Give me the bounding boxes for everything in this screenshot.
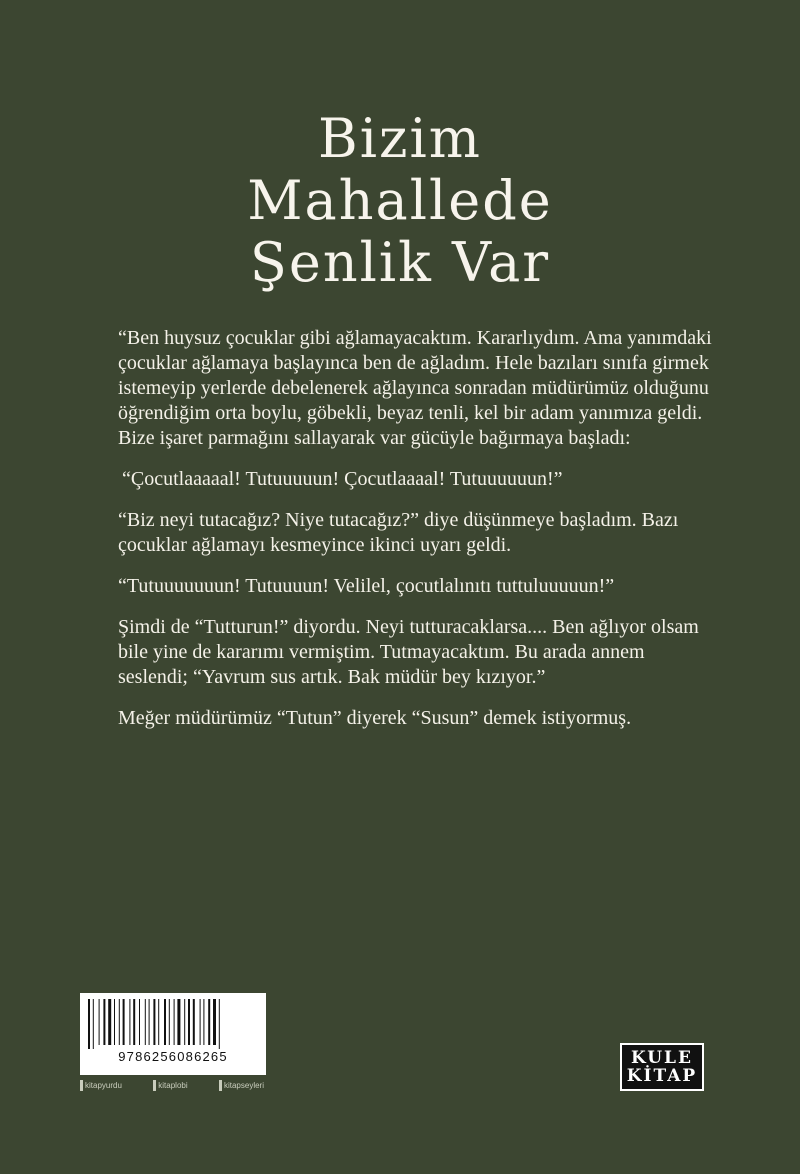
paragraph-3: “Biz neyi tutacağız? Niye tutacağız?” diye düşünmeye başladım. Bazı çocuklar ağlamayı kesmeyince ikinci uyarı geldi. bbox=[118, 509, 679, 556]
barcode-bar bbox=[139, 999, 140, 1045]
barcode-bar bbox=[108, 999, 111, 1045]
seller-logo-2: kitaplobi bbox=[153, 1080, 189, 1091]
publisher-logo-line-2: KİTAP bbox=[626, 1066, 698, 1086]
publisher-logo bbox=[620, 1043, 704, 1091]
paragraph-4: “Tutuuuuuuun! Tutuuuun! Velilel, çocutlalınıtı tuttuluuuuun!” bbox=[118, 575, 615, 597]
paragraph-1: “Ben huysuz çocuklar gibi ağlamayacaktım. Kararlıydım. Ama yanımdaki çocuklar ağlamaya başlayınca ben de ağladım. Hele bazıları sınıfa girmek istemeyip yerlerde debelenerek ağlayınca sonradan müdürümüz olduğunu öğrendiğim orta boylu, göbekli, beyaz tenli, kel bir adam yanımıza geldi. Bize işaret parmağını sallayarak var gücüyle bağırmaya başladı: bbox=[118, 327, 712, 449]
barcode-bar bbox=[184, 999, 185, 1045]
barcode-bar bbox=[149, 999, 150, 1045]
barcode-bar bbox=[145, 999, 146, 1045]
barcode-bar bbox=[153, 999, 155, 1045]
barcode-bar bbox=[93, 999, 94, 1049]
barcode-bar bbox=[88, 999, 90, 1049]
book-title bbox=[0, 108, 800, 294]
barcode-bar bbox=[123, 999, 125, 1045]
barcode-bar bbox=[174, 999, 175, 1045]
barcode-bar bbox=[193, 999, 195, 1045]
seller-logo-1: kitapyurdu bbox=[80, 1080, 124, 1091]
publisher-logo-line-1: KULE bbox=[631, 1048, 693, 1068]
barcode-bar bbox=[200, 999, 201, 1045]
seller-logos bbox=[80, 1080, 266, 1091]
barcode-bar bbox=[133, 999, 135, 1045]
barcode-bar bbox=[177, 999, 180, 1045]
title-line-2: Mahallede bbox=[247, 169, 553, 232]
paragraph-5: Şimdi de “Tutturun!” diyordu. Neyi tutturacaklarsa.... Ben ağlıyor olsam bile yine de kararımı vermiştim. Tutmayacaktım. Bu arada annem seslendi; “Yavrum sus artık. Bak müdür bey kızıyor.” bbox=[118, 616, 699, 688]
barcode-bar bbox=[99, 999, 100, 1045]
isbn-barcode bbox=[80, 993, 266, 1075]
barcode-bar bbox=[188, 999, 190, 1045]
barcode-bar bbox=[169, 999, 170, 1045]
barcode-bar bbox=[164, 999, 166, 1045]
barcode-bar bbox=[213, 999, 216, 1045]
isbn-number: 9786256086265 bbox=[118, 1049, 228, 1064]
title-line-1: Bizim bbox=[318, 107, 482, 170]
barcode-bar bbox=[203, 999, 204, 1045]
barcode-bar bbox=[158, 999, 159, 1045]
barcode-bar bbox=[114, 999, 115, 1045]
paragraph-2: “Çocutlaaaaal! Tutuuuuun! Çocutlaaaal! Tutuuuuuun!” bbox=[122, 468, 563, 490]
barcode-bar bbox=[129, 999, 130, 1045]
barcode-bar bbox=[103, 999, 105, 1045]
barcode-bars bbox=[86, 999, 260, 1049]
barcode-bar bbox=[208, 999, 210, 1045]
seller-logo-3: kitapseyleri bbox=[219, 1080, 266, 1091]
barcode-bar bbox=[119, 999, 120, 1045]
paragraph-6: Meğer müdürümüz “Tutun” diyerek “Susun” demek istiyormuş. bbox=[118, 707, 632, 729]
title-line-3: Şenlik Var bbox=[249, 231, 551, 294]
blurb-text bbox=[118, 326, 718, 747]
barcode-bar bbox=[219, 999, 220, 1049]
